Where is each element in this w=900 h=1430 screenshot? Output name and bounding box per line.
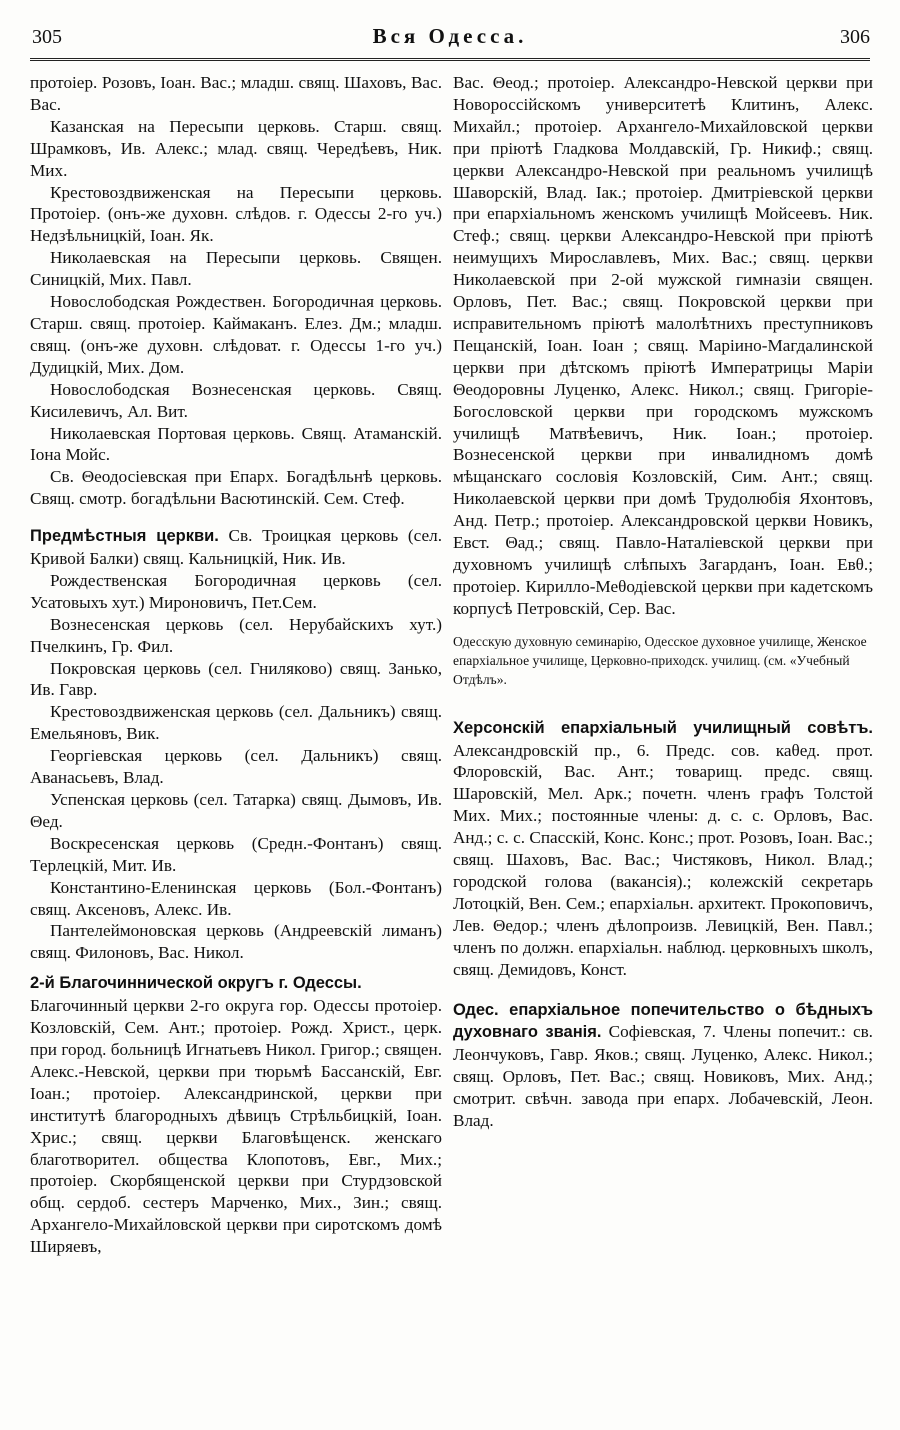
right-column <box>453 72 873 1132</box>
entry: Казанская на Пересыпи церковь. Старш. свящ. Шрамковъ, Ив. Алекс.; млад. свящ. Чередѣевъ, Ник. Мих. <box>30 116 442 180</box>
entry: Новослободская Рождествен. Богородичная церковь. Старш. свящ. протоiер. Каймаканъ. Елез. Дм.; младш. свящ. (онъ-же духовн. слѣдоват. г. Одессы 1-го уч.) Дудицкiй, Мих. Дом. <box>30 292 442 377</box>
entry: Николаевская на Пересыпи церковь. Священ. Синицкiй, Мих. Павл. <box>30 248 442 290</box>
header-rule <box>30 58 870 61</box>
entry: Рождественская Богородичная церковь (сел. Усатовыхъ хут.) Мироновичъ, Пет.Сем. <box>30 570 442 612</box>
entry-text: Александровскiй пр., 6. Предс. сов. каθед. прот. Флоровскiй, Вас. Ант.; товарищ. предс. свящ. Шаровскiй, Мел. Арк.; почетн. членъ графъ Толстой Мих. Мих.; постоянные члены: д. с. с. Орловъ, Вас. Анд.; с. с. Спасскiй, Конс. Конс.; прот. Розовъ, Iоан. Вас.; свящ. Шаховъ, Вас. Вас.; Чистяковъ, Никол. Влад.; городской голова (вакансiя).; колежскiй секретарь Лотоцкiй, Вен. Сем.; епархiальн. архитект. Прокоповичъ, Лев. Θедор.; членъ дѣлопроизв. Левицкiй, Вен. Павл.; членъ по должн. епархiальн. наблюд. церковныхъ школъ, свящ. Демидовъ, Конст. <box>453 740 873 979</box>
entry: Воскресенская церковь (Средн.-Фонтанъ) свящ. Терлецкiй, Мит. Ив. <box>30 833 442 875</box>
section-heading <box>30 972 442 995</box>
page-number-right: 306 <box>840 26 870 48</box>
page-number-left: 305 <box>32 26 62 48</box>
entry: Благочинный церкви 2-го округа гор. Одессы протоiер. Козловскiй, Сем. Ант.; протоiер. Рожд. Христ., церк. при город. больницѣ Игнатьевъ Никол. Григор.; священ. Алекс.-Невской, церкви при тюрьмѣ Бассанскiй, Евг. Iоан.; протоiер. Александринской, церкви при институтѣ благородныхъ дѣвицъ Стрѣльбицкiй, Iоан. Хрис.; свящ. церкви Благовѣщенск. женскаго благотворител. общества Клопотовъ, Евг., Мих.; протоiер. Скорбященской церкви при Стурдзовской общ. сердоб. сестеръ Марченко, Мих., Зин.; свящ. Архангело-Михайловской церкви при сиротскомъ домѣ Ширяевъ, <box>30 996 442 1257</box>
entry-text: Софiевская, 7. Члены попечит.: св. Леончуковъ, Гавр. Яков.; свящ. Луценко, Алекс. Никол.; свящ. Орловъ, Пет. Вас.; свящ. Новиковъ, Мих. Анд.; смотрит. свѣчн. завода при епарх. Лобачевскiй, Леон. Влад. <box>453 1022 873 1131</box>
section-school-council <box>453 717 873 981</box>
entry: протоiер. Розовъ, Iоан. Вас.; младш. свящ. Шаховъ, Вас. Вас. <box>30 73 442 114</box>
cross-reference-note: Одесскую духовную семинарiю, Одесское духовное училище, Женское епархiальное училище, Церковно-приходск. училищ. (см. «Учебный Отдѣлъ». <box>453 633 867 687</box>
entry: Вознесенская церковь (сел. Нерубайскихъ хут.) Пчелкинъ, Гр. Фил. <box>30 614 442 656</box>
entry: Успенская церковь (сел. Татарка) свящ. Дымовъ, Ив. Θед. <box>30 790 442 831</box>
running-title: Вся Одесса. <box>372 24 528 48</box>
section-heading: Херсонскiй епархiальный училищный совѣтъ. <box>453 718 873 737</box>
entry: Пантелеймоновская церковь (Андреевскiй лиманъ) свящ. Филоновъ, Вас. Никол. <box>30 921 442 963</box>
entry: Новослободская Вознесенская церковь. Свящ. Кисилевичъ, Ал. Вит. <box>30 379 442 421</box>
left-column <box>30 72 442 1258</box>
section-heading: Одес. епархiальное попечительство о бѣдныхъ духовнаго званiя. <box>453 1000 873 1042</box>
entry-text: Св. Троицкая церковь (сел. Кривой Балки) свящ. Кальницкiй, Ник. Ив. <box>30 526 442 569</box>
entry: Крестовоздвиженская церковь (сел. Дальникъ) свящ. Емельяновъ, Вик. <box>30 702 442 744</box>
entry: Николаевская Портовая церковь. Свящ. Атаманскiй. Iона Мойс. <box>30 423 442 465</box>
section-trusteeship <box>453 999 873 1132</box>
entry: Крестовоздвиженская на Пересыпи церковь. Протоiер. (онъ-же духовн. слѣдов. г. Одессы 2-го уч.) Недзѣльницкiй, Iоан. Як. <box>30 182 442 246</box>
section-heading-text: 2-й Благочиннической округъ г. Одессы. <box>30 974 362 993</box>
section-heading: Предмѣстныя церкви. <box>30 527 219 546</box>
running-header <box>30 18 870 58</box>
entry: Покровская церковь (сел. Гниляково) свящ. Занько, Ив. Гавр. <box>30 658 442 700</box>
section-suburban-churches <box>30 525 442 570</box>
entry: Вас. Θеод.; протоiер. Александро-Невской церкви при Новороссiйскомъ университетѣ Клитинъ, Алекс. Михайл.; протоiер. Архангело-Михайловской церкви при прiютѣ Гладкова Молдавскiй, Гр. Никиф.; свящ. церкви Александро-Невской при реальномъ училищѣ Шаворскiй, Влад. Iак.; протоiер. Дмитрiевской церкви при епархiальномъ женскомъ училищѣ Мойсеевъ. Ник. Стеф.; свящ. церкви Александро-Невской при прiютѣ неимущихъ Мирославлевъ, Мих. Вас.; свящ. церкви Николаевской при 2-ой мужской гимназiи священ. Орловъ, Пет. Вас.; свящ. Покровской церкви при исправительномъ прiютѣ малолѣтнихъ преступниковъ Пещанскiй, Iоан. Iоан ; свящ. Марiино-Магдалинской церкви при дѣтскомъ прiютѣ Императрицы Марiи Θеодоровны Луценко, Алекс. Никол.; свящ. Григорiе-Богословской церкви при городскомъ мужскомъ училищѣ Матвѣевичъ, Ник. Iоан.; протоiер. Вознесенской церкви при инвалидномъ домѣ мѣщанскаго сословiя Козловскiй, Сим. Ант.; свящ. Николаевской церкви при домѣ Трудолюбiя Яхонтовъ, Анд. Петр.; протоiер. Александровской церкви Новикъ, Евст. Θад.; свящ. Павло-Наталiевской церкви при духовномъ училищѣ слѣпыхъ Загарданъ, Iоан. Евθ.; протоiер. Кирилло-Меθодiевской церкви при кадетскомъ корпусѣ Петровскiй, Сер. Вас. <box>453 73 873 618</box>
entry: Георгiевская церковь (сел. Дальникъ) свящ. Аванасьевъ, Влад. <box>30 746 442 788</box>
entry: Константино-Еленинская церковь (Бол.-Фонтанъ) свящ. Аксеновъ, Алекс. Ив. <box>30 877 442 919</box>
entry: Св. Θеодосiевская при Епарх. Богадѣльнѣ церковь. Свящ. смотр. богадѣльни Васютинскiй. Сем. Стеф. <box>30 467 442 509</box>
